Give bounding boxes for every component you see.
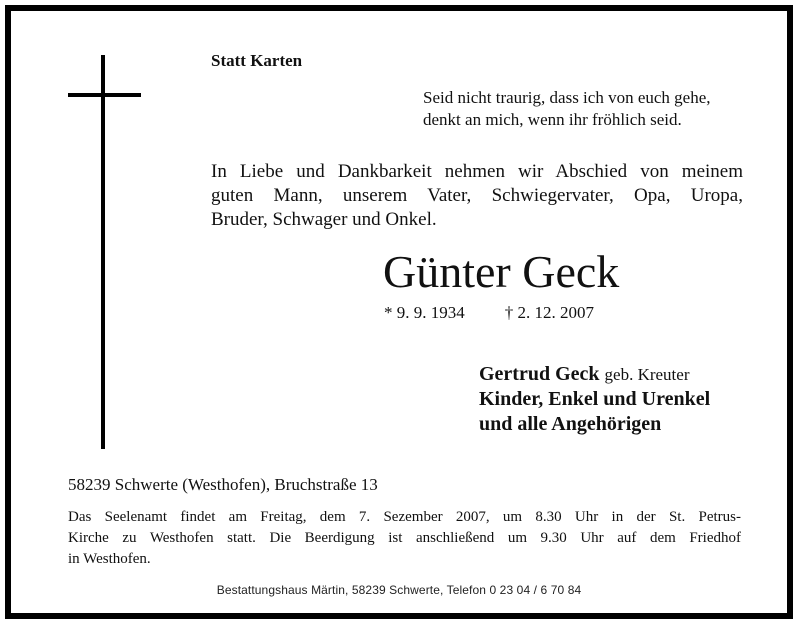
birth-date: * 9. 9. 1934 [384,303,465,322]
cross-horizontal-bar [68,93,141,97]
family-address: 58239 Schwerte (Westhofen), Bruchstraße 13 [68,475,378,494]
mourners-line-2: Kinder, Enkel und Urenkel [479,388,711,410]
ceremony-line-1: Das Seelenamt findet am Freitag, dem 7. Sezember 2007, um 8.30 Uhr in der St. Petrus- [68,509,741,525]
motto [423,87,711,131]
mourners-line-1 [479,362,710,387]
intro-text [211,160,743,232]
intro-line-1: In Liebe und Dankbarkeit nehmen wir Abschied von meinem [211,161,743,182]
spouse-maiden-name: geb. Kreuter [604,365,690,384]
motto-line-1: Seid nicht traurig, dass ich von euch gehe, [423,88,711,107]
obituary-frame [5,5,793,619]
ceremony-info [68,507,741,570]
mourners-line-3: und alle Angehörigen [479,413,662,435]
header-title: Statt Karten [211,51,303,70]
intro-line-2: guten Mann, unserem Vater, Schwiegervater, Opa, Uropa, [211,185,743,206]
funeral-home-footer: Bestattungshaus Märtin, 58239 Schwerte, Telefon 0 23 04 / 6 70 84 [216,583,582,597]
mourners [479,362,710,437]
ceremony-line-2: Kirche zu Westhofen statt. Die Beerdigung ist anschließend um 9.30 Uhr auf dem Friedhof [68,530,741,546]
intro-line-3: Bruder, Schwager und Onkel. [211,209,437,230]
cross-vertical-bar [101,55,105,449]
ceremony-line-3: in Westhofen. [68,551,151,567]
life-dates [384,303,594,323]
death-date: † 2. 12. 2007 [504,303,594,322]
deceased-name: Günter Geck [383,246,620,297]
spouse-name: Gertrud Geck [479,363,600,385]
motto-line-2: denkt an mich, wenn ihr fröhlich seid. [423,110,682,129]
